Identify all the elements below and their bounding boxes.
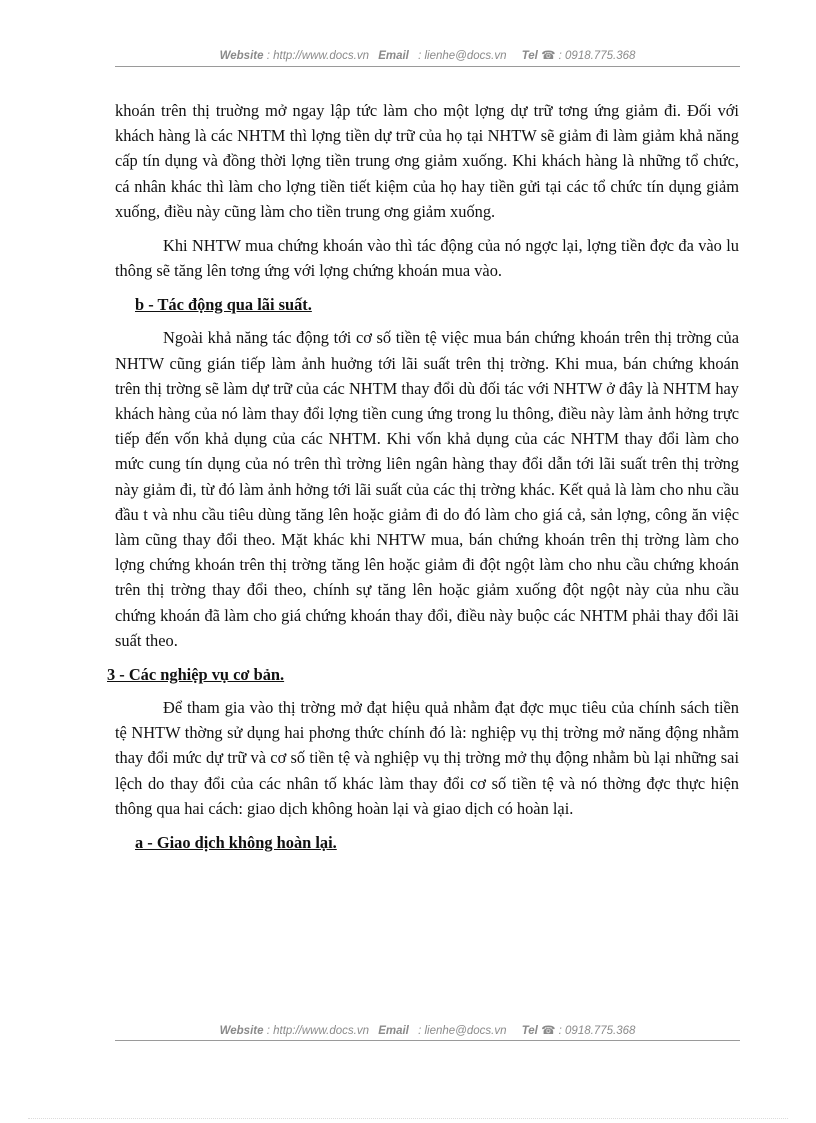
footer-tel-label: Tel bbox=[521, 1025, 538, 1037]
footer-website-label: Website bbox=[219, 1025, 264, 1037]
footer-email-separator: : bbox=[418, 1025, 422, 1037]
page-bottom-border bbox=[28, 1118, 788, 1119]
website-url[interactable]: http://www.docs.vn bbox=[273, 50, 369, 62]
email-separator: : bbox=[418, 50, 422, 62]
section-heading-a: a - Giao dịch không hoàn lại. bbox=[135, 833, 337, 853]
paragraph-1: khoán trên thị truờng mở ngay lập tức làm cho một lợng dự trữ tơng ứng giảm đi. Đối với khách hàng là các NHTM thì lợng tiền dự trữ của họ tại NHTW sẽ giảm đi làm giảm khả năng cấp tín dụng và đồng thời lợng tiền trung ơng giảm xuống. Khi khách hàng là những tổ chức, cá nhân khác thì làm cho lợng tiền tiết kiệm của họ hay tiền gửi tại các tổ chức tín dụng giảm xuống, điều này cũng làm cho tiền trung ơng giảm xuống. bbox=[115, 101, 739, 221]
website-label: Website bbox=[219, 50, 264, 62]
footer-website-url[interactable]: http://www.docs.vn bbox=[273, 1025, 369, 1037]
email-label: Email bbox=[378, 50, 409, 62]
tel-value: 0918.775.368 bbox=[565, 50, 636, 62]
section-heading-b: b - Tác động qua lãi suất. bbox=[135, 295, 312, 315]
header-divider bbox=[115, 66, 740, 67]
footer-phone-icon: ☎ bbox=[541, 1025, 556, 1037]
footer-email-value[interactable]: lienhe@docs.vn bbox=[424, 1025, 507, 1037]
tel-label: Tel bbox=[521, 50, 538, 62]
footer-tel-separator: : bbox=[558, 1025, 562, 1037]
document-body bbox=[107, 98, 739, 863]
website-separator: : bbox=[266, 50, 270, 62]
phone-icon: ☎ bbox=[541, 50, 556, 62]
footer-divider bbox=[115, 1040, 740, 1041]
footer-email-label: Email bbox=[378, 1025, 409, 1037]
footer-website-separator: : bbox=[266, 1025, 270, 1037]
paragraph-2: Khi NHTW mua chứng khoán vào thì tác động của nó ngợc lại, lợng tiền đợc đa vào lu thông sẽ tăng lên tơng ứng với lợng chứng khoán mua vào. bbox=[115, 236, 739, 281]
footer-tel-value: 0918.775.368 bbox=[565, 1025, 636, 1037]
email-value[interactable]: lienhe@docs.vn bbox=[424, 50, 507, 62]
page-header bbox=[115, 48, 740, 62]
paragraph-3: Ngoài khả năng tác động tới cơ số tiền tệ việc mua bán chứng khoán trên thị trờng của NHTW cũng gián tiếp làm ảnh huởng tới lãi suất trên thị trờng. Khi mua, bán chứng khoán trên thị trờng sẽ làm dự trữ của các NHTM thay đổi dù đối tác với NHTW ở đây là NHTM hay khách hàng của nó làm thay đổi lợng tiền cung ứng trong lu thông, điều này làm ảnh hởng trực tiếp đến vốn khả dụng của các NHTM. Khi vốn khả dụng của các NHTM thay đổi làm cho mức cung tín dụng của nó trên thì trờng liên ngân hàng thay đổi dẫn tới lãi suất trên thị trờng này giảm đi, từ đó làm ảnh hởng tới lãi suất của các thị trờng khác. Kết quả là làm cho nhu cầu đầu t và nhu cầu tiêu dùng tăng lên hoặc giảm đi do đó làm cho giá cả, sản lợng, công ăn việc làm cũng thay đổi theo. Mặt khác khi NHTW mua, bán chứng khoán trên thị trờng làm cho lợng chứng khoán trên thị trờng tăng lên hoặc giảm đi đột ngột làm cho nhu cầu chứng khoán trên thị trờng thay đổi theo, chính sự tăng lên hoặc giảm xuống đột ngột này của nhu cầu chứng khoán đã làm cho giá chứng khoán thay đổi, điều này buộc các NHTM phải thay đổi lãi suất theo. bbox=[115, 328, 739, 650]
section-heading-3: 3 - Các nghiệp vụ cơ bản. bbox=[107, 665, 285, 685]
paragraph-4: Để tham gia vào thị trờng mở đạt hiệu quả nhằm đạt đợc mục tiêu của chính sách tiền tệ NHTW thờng sử dụng hai phơng thức chính đó là: nghiệp vụ thị trờng mở năng động nhằm thay đổi mức dự trữ và cơ số tiền tệ và nghiệp vụ thị trờng mở thụ động nhằm bù lại những sai lệch do thay đổi của các nhân tố khác làm thay đổi cơ số tiền tệ và nó thờng đợc thực hiện thông qua hai cách: giao dịch không hoàn lại và giao dịch có hoàn lại. bbox=[115, 698, 739, 818]
page-footer bbox=[115, 1023, 740, 1037]
tel-separator: : bbox=[558, 50, 562, 62]
